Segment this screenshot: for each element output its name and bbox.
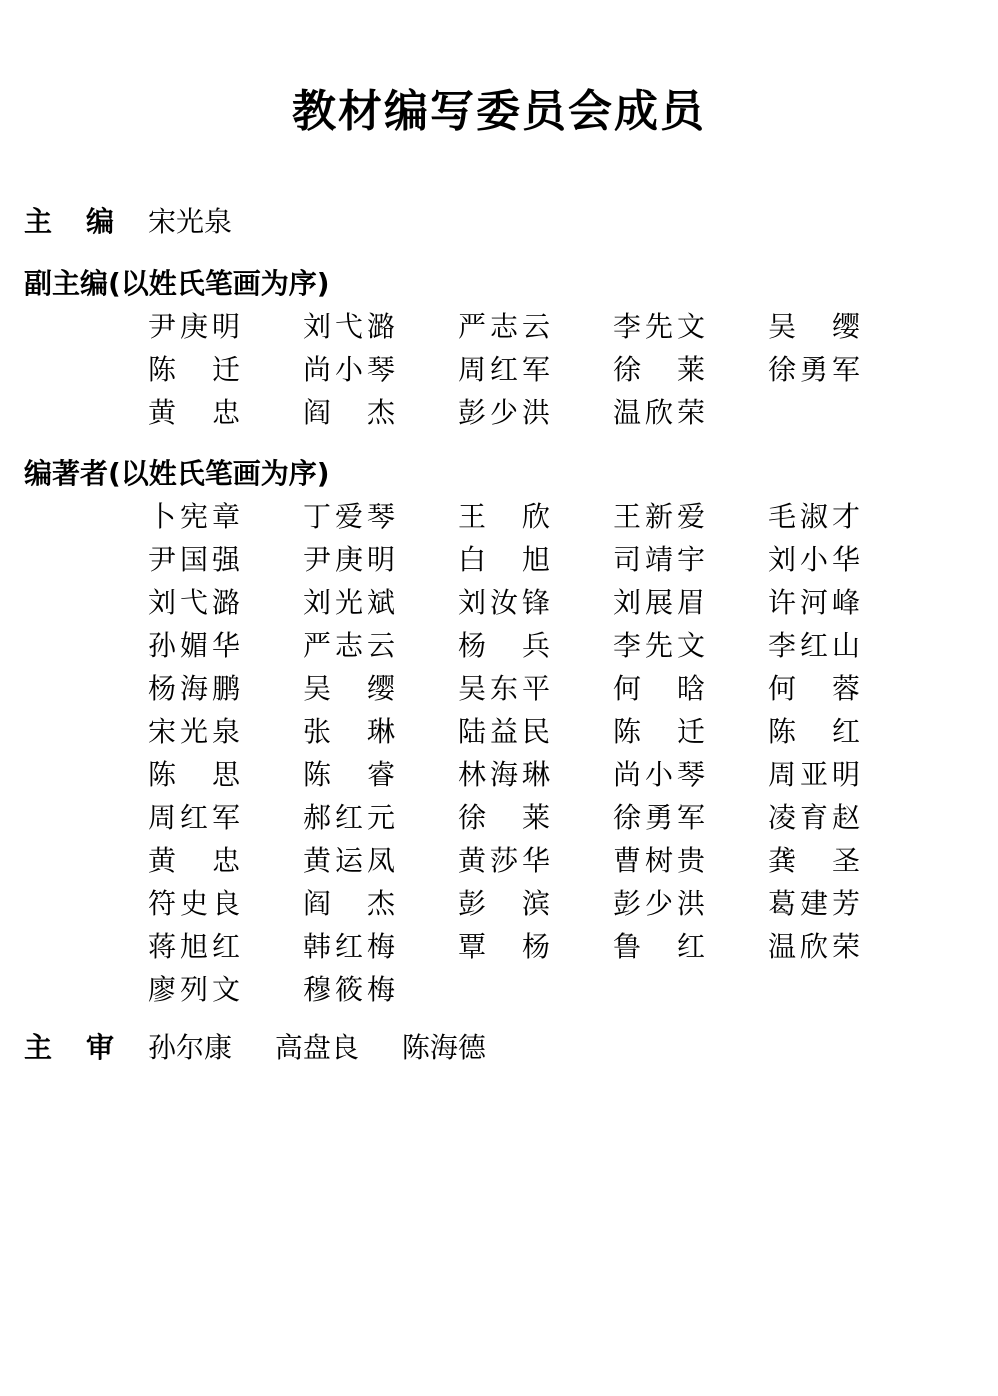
member-name: 孙 媚 华 xyxy=(148,629,240,662)
name-row xyxy=(148,497,948,540)
member-name: 郝 红 元 xyxy=(303,801,395,834)
member-name: 徐 勇 军 xyxy=(768,353,860,386)
chief-reviewer-label xyxy=(24,1028,114,1068)
name-row xyxy=(148,927,948,970)
member-name: 刘 光 斌 xyxy=(303,586,395,619)
authors-list xyxy=(148,497,948,1013)
member-name: 杨 海 鹏 xyxy=(148,672,240,705)
member-name: 温 欣 荣 xyxy=(613,396,705,429)
member-name: 宋 光 泉 xyxy=(148,715,240,748)
chief-reviewer-name: 孙尔康 xyxy=(148,1031,233,1064)
name-row xyxy=(148,798,948,841)
name-row xyxy=(148,712,948,755)
chief-editor-label-a: 主 xyxy=(24,205,53,238)
member-name: 穆 筱 梅 xyxy=(303,973,395,1006)
member-name: 吴 缨 xyxy=(303,672,395,705)
member-name: 卜 宪 章 xyxy=(148,500,240,533)
name-row xyxy=(148,583,948,626)
member-name: 刘 小 华 xyxy=(768,543,860,576)
member-name: 张 琳 xyxy=(303,715,395,748)
chief-editor-label-b: 编 xyxy=(86,205,115,238)
member-name: 陈 睿 xyxy=(303,758,395,791)
member-name: 李 先 文 xyxy=(613,310,705,343)
member-name: 黄 忠 xyxy=(148,396,240,429)
member-name: 吴 东 平 xyxy=(458,672,550,705)
deputy-editors-heading: 副主编(以姓氏笔画为序) xyxy=(24,267,330,300)
member-name: 白 旭 xyxy=(458,543,550,576)
member-name: 尹 庚 明 xyxy=(148,310,240,343)
member-name: 陈 红 xyxy=(768,715,860,748)
member-name: 黄 运 凤 xyxy=(303,844,395,877)
chief-reviewer-label-a: 主 xyxy=(24,1031,53,1064)
page-title: 教材编写委员会成员 xyxy=(292,86,706,137)
member-name: 陈 迁 xyxy=(613,715,705,748)
member-name: 陈 思 xyxy=(148,758,240,791)
name-row xyxy=(148,350,948,393)
name-row xyxy=(148,755,948,798)
member-name: 司 靖 宇 xyxy=(613,543,705,576)
member-name: 凌 育 赵 xyxy=(768,801,860,834)
member-name: 彭 少 洪 xyxy=(613,887,705,920)
member-name: 杨 兵 xyxy=(458,629,550,662)
member-name: 黄 莎 华 xyxy=(458,844,550,877)
member-name: 林 海 琳 xyxy=(458,758,550,791)
member-name: 曹 树 贵 xyxy=(613,844,705,877)
chief-reviewer-names xyxy=(148,1028,520,1068)
member-name: 尚 小 琴 xyxy=(613,758,705,791)
member-name: 丁 爱 琴 xyxy=(303,500,395,533)
member-name: 刘 弋 潞 xyxy=(303,310,395,343)
member-name: 蒋 旭 红 xyxy=(148,930,240,963)
member-name: 刘 展 眉 xyxy=(613,586,705,619)
member-name: 尹 庚 明 xyxy=(303,543,395,576)
chief-reviewer-label-b: 审 xyxy=(86,1031,115,1064)
member-name: 李 红 山 xyxy=(768,629,860,662)
name-row xyxy=(148,626,948,669)
member-name: 周 亚 明 xyxy=(768,758,860,791)
name-row xyxy=(148,307,948,350)
member-name: 符 史 良 xyxy=(148,887,240,920)
name-row xyxy=(148,393,948,436)
member-name: 龚 圣 xyxy=(768,844,860,877)
name-row xyxy=(148,884,948,927)
member-name: 覃 杨 xyxy=(458,930,550,963)
member-name: 尹 国 强 xyxy=(148,543,240,576)
chief-editor-names xyxy=(148,202,266,242)
member-name: 毛 淑 才 xyxy=(768,500,860,533)
member-name: 何 蓉 xyxy=(768,672,860,705)
member-name: 吴 缨 xyxy=(768,310,860,343)
member-name: 何 晗 xyxy=(613,672,705,705)
name-row xyxy=(148,669,948,712)
chief-reviewer-name: 高盘良 xyxy=(274,1031,359,1064)
member-name: 彭 滨 xyxy=(458,887,550,920)
member-name: 徐 莱 xyxy=(613,353,705,386)
chief-editor-name: 宋光泉 xyxy=(148,205,233,238)
member-name: 温 欣 荣 xyxy=(768,930,860,963)
member-name: 李 先 文 xyxy=(613,629,705,662)
member-name: 尚 小 琴 xyxy=(303,353,395,386)
member-name: 刘 弋 潞 xyxy=(148,586,240,619)
authors-heading: 编著者(以姓氏笔画为序) xyxy=(24,457,330,490)
member-name: 葛 建 芳 xyxy=(768,887,860,920)
name-row xyxy=(148,540,948,583)
name-row xyxy=(148,970,948,1013)
member-name: 周 红 军 xyxy=(458,353,550,386)
member-name: 鲁 红 xyxy=(613,930,705,963)
member-name: 黄 忠 xyxy=(148,844,240,877)
member-name: 严 志 云 xyxy=(303,629,395,662)
member-name: 陆 益 民 xyxy=(458,715,550,748)
chief-reviewer-name: 陈海德 xyxy=(401,1031,486,1064)
member-name: 韩 红 梅 xyxy=(303,930,395,963)
member-name: 许 河 峰 xyxy=(768,586,860,619)
member-name: 王 新 爱 xyxy=(613,500,705,533)
member-name: 陈 迁 xyxy=(148,353,240,386)
member-name: 廖 列 文 xyxy=(148,973,240,1006)
name-row xyxy=(148,841,948,884)
member-name: 彭 少 洪 xyxy=(458,396,550,429)
member-name: 徐 莱 xyxy=(458,801,550,834)
deputy-editors-list xyxy=(148,307,948,436)
member-name: 徐 勇 军 xyxy=(613,801,705,834)
member-name: 周 红 军 xyxy=(148,801,240,834)
member-name: 刘 汝 锋 xyxy=(458,586,550,619)
chief-editor-label xyxy=(24,202,114,242)
member-name: 阎 杰 xyxy=(303,887,395,920)
member-name: 严 志 云 xyxy=(458,310,550,343)
member-name: 阎 杰 xyxy=(303,396,395,429)
member-name: 王 欣 xyxy=(458,500,550,533)
